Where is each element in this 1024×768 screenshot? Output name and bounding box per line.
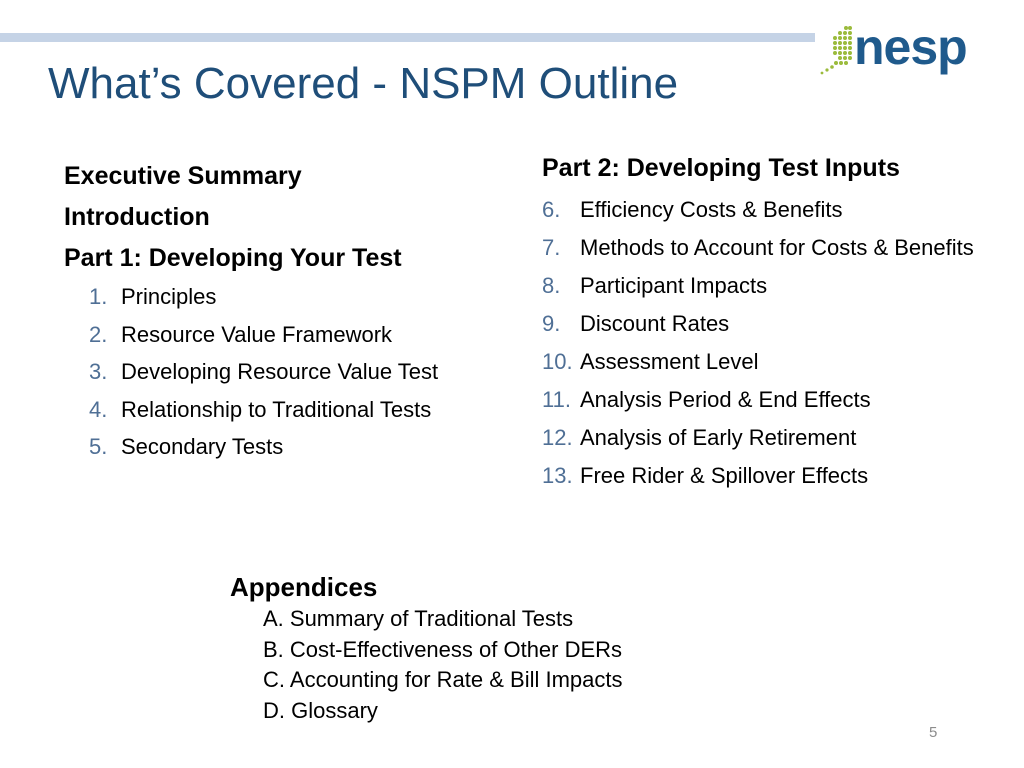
appendices-section (230, 570, 830, 726)
item-number: 11. (542, 387, 571, 412)
executive-summary-heading: Executive Summary (64, 162, 302, 190)
list-item (542, 311, 982, 337)
item-text: Efficiency Costs & Benefits (580, 197, 843, 222)
item-text: Free Rider & Spillover Effects (580, 463, 869, 488)
item-text: Discount Rates (580, 311, 730, 336)
list-item (89, 359, 524, 385)
appendix-item: C. Accounting for Rate & Bill Impacts (263, 667, 623, 692)
item-number: 12. (542, 425, 573, 450)
list-item (89, 397, 524, 423)
item-text: Principles (121, 284, 217, 309)
item-text: Resource Value Framework (121, 321, 393, 347)
slide-title: What’s Covered - NSPM Outline (48, 59, 679, 108)
item-text: Developing Resource Value Test (121, 359, 439, 384)
list-item (89, 322, 524, 348)
appendices-heading: Appendices (230, 572, 378, 602)
outline-right-column (542, 153, 982, 501)
logo-wordmark: nesp (854, 19, 967, 75)
item-number: 10. (542, 349, 573, 374)
introduction-heading: Introduction (64, 203, 210, 231)
appendices-list (230, 604, 830, 726)
nesp-logo (816, 19, 996, 82)
part2-heading: Part 2: Developing Test Inputs (542, 154, 900, 182)
item-number: 8. (542, 273, 561, 298)
item-text: Analysis of Early Retirement (580, 425, 857, 450)
item-number: 1. (89, 284, 108, 309)
header-rule (0, 33, 815, 42)
list-item (542, 197, 982, 223)
item-number: 3. (89, 359, 108, 384)
list-item (542, 425, 982, 451)
item-number: 7. (542, 235, 561, 260)
item-number: 4. (89, 396, 108, 422)
item-text: Secondary Tests (121, 434, 284, 459)
green-dot-leaf-icon (816, 22, 858, 80)
item-text: Assessment Level (580, 349, 759, 374)
item-number: 9. (542, 311, 561, 336)
part1-heading: Part 1: Developing Your Test (64, 244, 402, 272)
appendix-item: B. Cost-Effectiveness of Other DERs (263, 636, 623, 662)
outline-left-column (64, 161, 524, 472)
item-text: Analysis Period & End Effects (580, 387, 871, 412)
list-item (89, 434, 524, 460)
item-number: 2. (89, 321, 108, 347)
item-text: Methods to Account for Costs & Benefits (580, 235, 974, 260)
appendix-item: D. Glossary (263, 697, 378, 723)
appendix-item: A. Summary of Traditional Tests (263, 606, 574, 631)
item-text: Participant Impacts (580, 273, 768, 298)
list-item (542, 387, 982, 413)
list-item (542, 463, 982, 489)
part1-list (89, 284, 524, 460)
list-item (542, 273, 982, 299)
item-number: 5. (89, 434, 108, 459)
part2-list (542, 197, 982, 489)
item-number: 13. (542, 463, 573, 488)
list-item (542, 235, 982, 261)
item-text: Relationship to Traditional Tests (121, 396, 432, 422)
list-item (89, 284, 524, 310)
item-number: 6. (542, 197, 561, 222)
page-number: 5 (929, 724, 938, 741)
list-item (542, 349, 982, 375)
